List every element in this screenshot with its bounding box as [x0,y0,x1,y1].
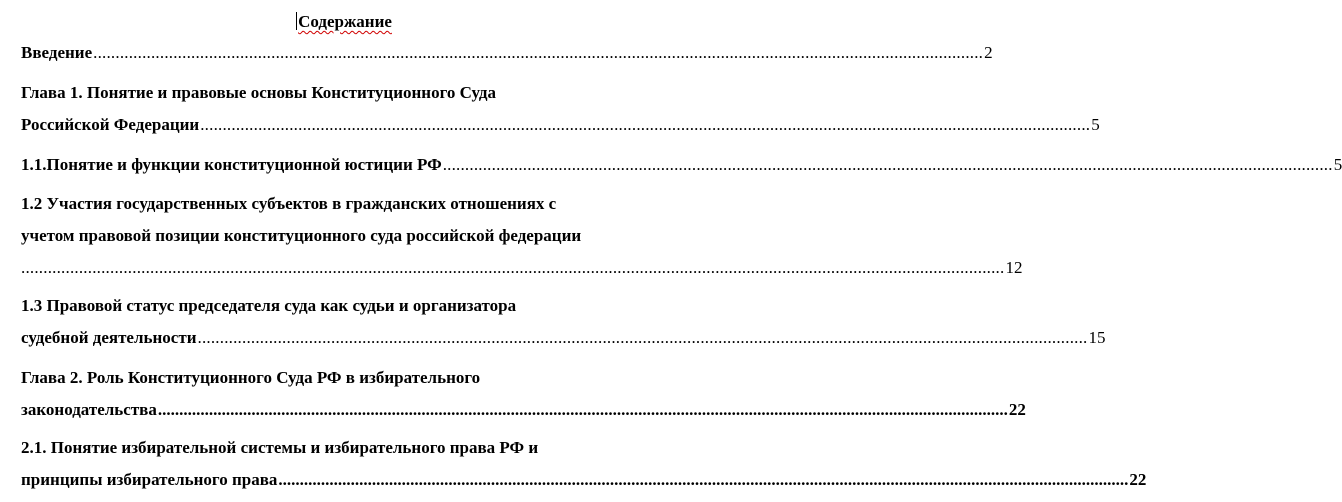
toc-entry-text: судебной деятельности [21,328,197,347]
toc-entry-line: Глава 2. Роль Конституционного Суда РФ в избирательного [21,368,481,387]
toc-leader-dots: ............................................................................................................................................................................................................................. [21,258,1005,277]
toc-leader-dots: ........................................................................................................................................................................................................ [200,115,1091,134]
toc-entry-number: 1.1. [21,155,47,174]
toc-entry-line: 1.3 Правовой статус председателя суда как судьи и организатора [21,296,517,315]
toc-page-number: 22 [1129,470,1147,489]
toc-entry-line [21,149,1342,181]
toc-title-text: Содержание [298,12,392,31]
toc-leader-dots: ........................................................................................................................................................................................................ [278,470,1129,489]
toc-entry-line [21,109,1100,141]
text-cursor [296,12,297,30]
toc-entry-text: законодательства [21,400,157,419]
toc-entry-introduction[interactable] [21,37,993,69]
toc-entry-text: Понятие и функции конституционной юстиции РФ [46,155,442,174]
toc-leader-dots: ........................................................................................................................................................................................................ [442,155,1333,174]
toc-page-number: 12 [1005,258,1023,277]
toc-entry-section-1-2[interactable] [21,188,1023,284]
toc-entry-section-1-1[interactable] [21,149,1342,181]
toc-entry-line [21,394,1026,426]
toc-entry-line: Глава 1. Понятие и правовые основы Конституционного Суда [21,83,497,102]
toc-entry-section-2-1[interactable] [21,432,1147,496]
toc-leader-dots: ........................................................................................................................................................................................................ [93,43,984,62]
toc-entry-line [21,37,993,69]
toc-entry-line [21,252,1023,284]
toc-page-number: 22 [1008,400,1026,419]
toc-entry-chapter-1[interactable] [21,77,1100,141]
toc-entry-text: Введение [21,43,93,62]
toc-entry-line [21,464,1147,496]
toc-entry-chapter-2[interactable] [21,362,1026,426]
toc-entry-text: Российской Федерации [21,115,200,134]
toc-entry-text: принципы избирательного права [21,470,278,489]
toc-page-number: 5 [1091,115,1100,134]
toc-title [0,12,688,32]
toc-entry-line: 2.1. Понятие избирательной системы и избирательного права РФ и [21,438,539,457]
toc-entry-line [21,322,1106,354]
toc-entry-line: учетом правовой позиции конституционного суда российской федерации [21,226,582,245]
toc-entry-line: 1.2 Участия государственных субъектов в гражданских отношениях с [21,194,557,213]
toc-leader-dots: ........................................................................................................................................................................................................ [157,400,1008,419]
toc-entry-section-1-3[interactable] [21,290,1106,354]
toc-leader-dots: ........................................................................................................................................................................................................ [197,328,1088,347]
toc-page-number: 5 [1333,155,1342,174]
toc-page-number: 2 [984,43,993,62]
toc-page-number: 15 [1088,328,1106,347]
